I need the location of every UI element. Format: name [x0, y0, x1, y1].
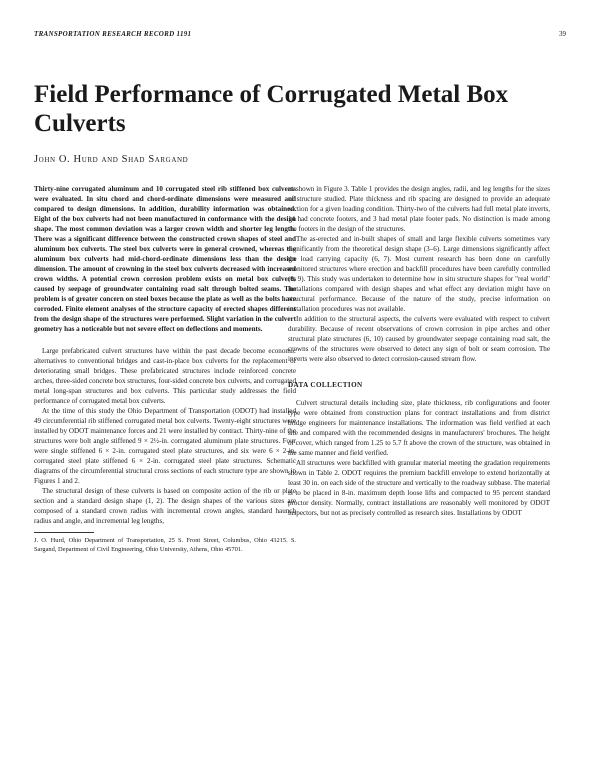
body-paragraph: At the time of this study the Ohio Department of Transportation (ODOT) had installed 49 circumferential rib stiffened corrugated metal box culverts. Twenty-eight structures were installed by ODOT maintenance forces and 21 were installed by contract. Thirty-nine of the structures were bolt angle stiffened 9 × 2½-in. corrugated aluminum plate structures. Four were single stiffened 6 × 2-in. corrugated steel plate structures, and six were 6 × 2-in. corrugated steel plate stiffened 6 × 2-in. corrugated steel plate structures. Schematic diagrams of the circumferential structural cross sections of each structure type are shown in Figures 1 and 2. [34, 407, 296, 485]
body-paragraph: The structural design of these culverts is based on composite action of the rib or plate section and a standard design shape (1, 2). The design shapes of the various sizes are composed of a standard crown radius with incremental crown angles, standard haunch radius and angle, and incremental leg lengths, [34, 487, 296, 525]
left-column [34, 184, 296, 554]
author-affiliation-footnote: J. O. Hurd, Ohio Department of Transportation, 25 S. Front Street, Columbus, Ohio 43215. S. Sargand, Department of Civil Engineering, Ohio University, Athens, Ohio 45701. [34, 537, 296, 553]
body-paragraph: Culvert structural details including size, plate thickness, rib configurations and footer type were obtained from construction plans for contract installations and from district bridge engineers for maintenance installations. The information was field verified at each site and compared with the recommended designs in manufacturers' brochures. The height of cover, which ranged from 1.25 to 5.7 ft above the crown of the structure, was obtained in the same manner and field verified. [288, 399, 550, 457]
body-paragraph: All structures were backfilled with granular material meeting the gradation requirements shown in Table 2. ODOT requires the premium backfill envelope to extend horizontally at least 30 in. on each side of the structure and vertically to the roadway subbase. The material is to be placed in 8-in. maximum depth loose lifts and compacted to 95 percent standard proctor density. Normally, contract installations are reasonably well monitored by ODOT inspectors, but not as precisely controlled as research sites. Installations by ODOT [288, 459, 550, 517]
abstract: Thirty-nine corrugated aluminum and 10 corrugated steel rib stiffened box culverts were evaluated. In situ chord and chord-ordinate dimensions were measured and compared to design dimensions. In addition, durability information was obtained. Eight of the box culverts had not been manufactured in conformance with the design shape. The most common deviation was a larger crown width and shorter leg length. There was a significant difference between the constructed crown shapes of steel and aluminum box culverts. The steel box culverts were in general crowned, whereas the aluminum box culverts had mid-chord-ordinate dimensions less than the design dimension. The amount of crowning in the steel box culverts decreased with increased crown widths. A potential crown corrosion problem exists on metal box culverts caused by seepage of groundwater containing road salt through bolted seams. The problem is of greater concern on steel boxes because the plate as well as the bolts have corroded. Finite element analyses of the structure capacity of erected shapes different from the design shape of the structures were performed. Slight variation in the culvert geometry has a noticeable but not severe effect on deflections and moments. [34, 185, 296, 333]
footnote-rule [34, 532, 94, 533]
section-heading: DATA COLLECTION [288, 381, 363, 389]
body-paragraph: as shown in Figure 3. Table 1 provides the design angles, radii, and leg lengths for the sizes of structure studied. Plate thickness and rib spacing are designed to provide an adequate section for a given loading condition. Thirty-two of the culverts had full metal plate inverts, 14 had concrete footers, and 3 had metal plate footer pads. No distinction is made among the footers in the design of the structures. [288, 185, 550, 233]
body-paragraph: In addition to the structural aspects, the culverts were evaluated with respect to culvert durability. Because of recent observations of crown corrosion in pipe arches and other structural plate structures (6, 10) caused by groundwater seepage containing road salt, the crowns of the structures were observed to detect any sign of bolt or seam corrosion. The inverts were also observed to detect corrosion-caused stream flow. [288, 315, 550, 363]
body-paragraph: The as-erected and in-built shapes of small and large flexible culverts sometimes vary significantly from the theoretical design shape (3–6). Large dimensions significantly affect the load carrying capacity (6, 7). Most current research has been done on carefully monitored structures where erection and backfill procedures have been carefully controlled (8, 9). This study was undertaken to determine how in situ structure shapes for "real world" installations compared with design shapes and what effect any deviation might have on structural performance. Because of the nature of the study, precise information on installation procedures was not available. [288, 235, 550, 313]
body-paragraph: Large prefabricated culvert structures have within the past decade become economic alternatives to conventional bridges and cast-in-place box culverts for the replacement of deteriorating small bridges. These prefabricated structures include reinforced concrete arches, three-sided concrete box structures, four-sided concrete box culverts, and corrugated metal long-span structures and box culverts. This particular study addresses the field performance of corrugated metal box culverts. [34, 347, 296, 405]
running-head: TRANSPORTATION RESEARCH RECORD 1191 [34, 30, 192, 38]
article-title: Field Performance of Corrugated Metal Box Culverts [34, 81, 509, 137]
right-column [288, 184, 550, 518]
authors: John O. Hurd and Shad Sargand [34, 154, 189, 165]
page-number: 39 [559, 30, 566, 38]
